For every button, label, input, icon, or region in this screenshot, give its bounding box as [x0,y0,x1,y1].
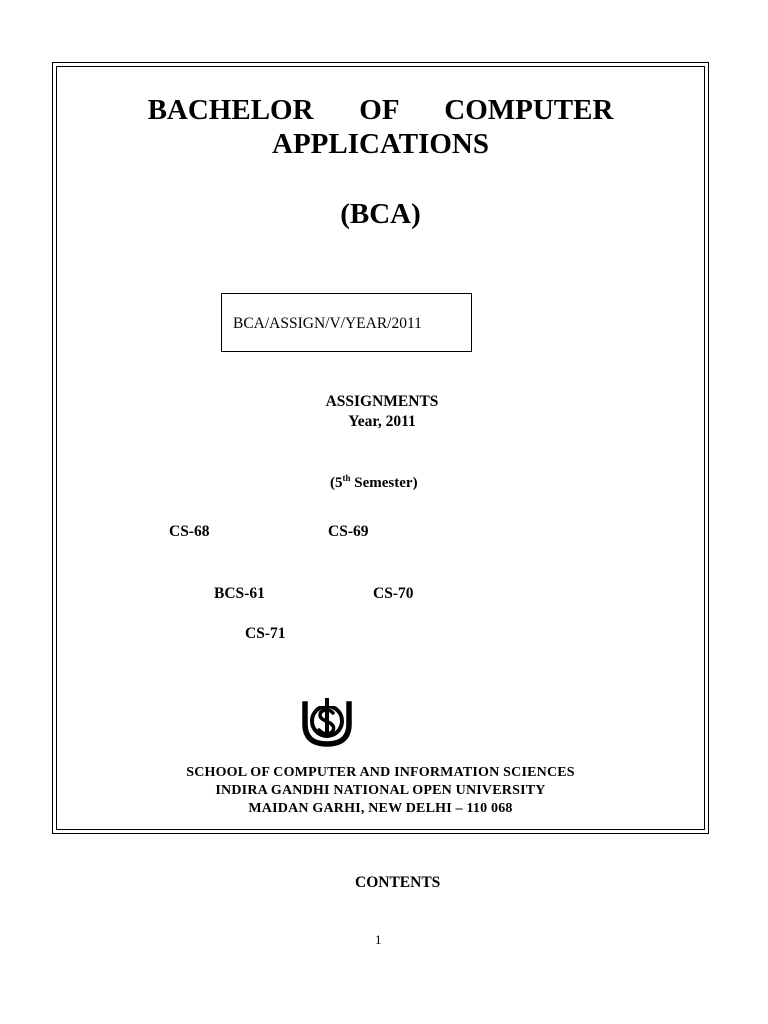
semester-superscript: th [342,473,351,483]
assignments-year: Year, 2011 [348,413,416,430]
contents-heading: CONTENTS [355,874,441,891]
footer-university-name: INDIRA GANDHI NATIONAL OPEN UNIVERSITY [215,783,546,798]
page-number: 1 [375,932,382,947]
course-code: CS-71 [245,625,286,642]
ignou-logo-icon [302,690,352,748]
title-line-2: APPLICATIONS [272,128,489,160]
footer-address: MAIDAN GARHI, NEW DELHI – 110 068 [248,801,513,816]
course-code: CS-68 [169,523,210,540]
title-abbreviation: (BCA) [340,198,421,230]
course-code: CS-70 [373,585,414,602]
semester-rest: Semester) [350,475,418,491]
footer-school-name: SCHOOL OF COMPUTER AND INFORMATION SCIENCES [186,765,575,780]
semester-open: (5 [330,475,343,491]
assignment-code: BCA/ASSIGN/V/YEAR/2011 [233,315,422,332]
course-code: BCS-61 [214,585,265,602]
course-code: CS-69 [328,523,369,540]
title-line-1: BACHELOR OF COMPUTER [147,94,614,126]
semester-label [330,468,418,493]
assignments-heading: ASSIGNMENTS [325,393,439,410]
cover-inner-border [56,66,705,830]
